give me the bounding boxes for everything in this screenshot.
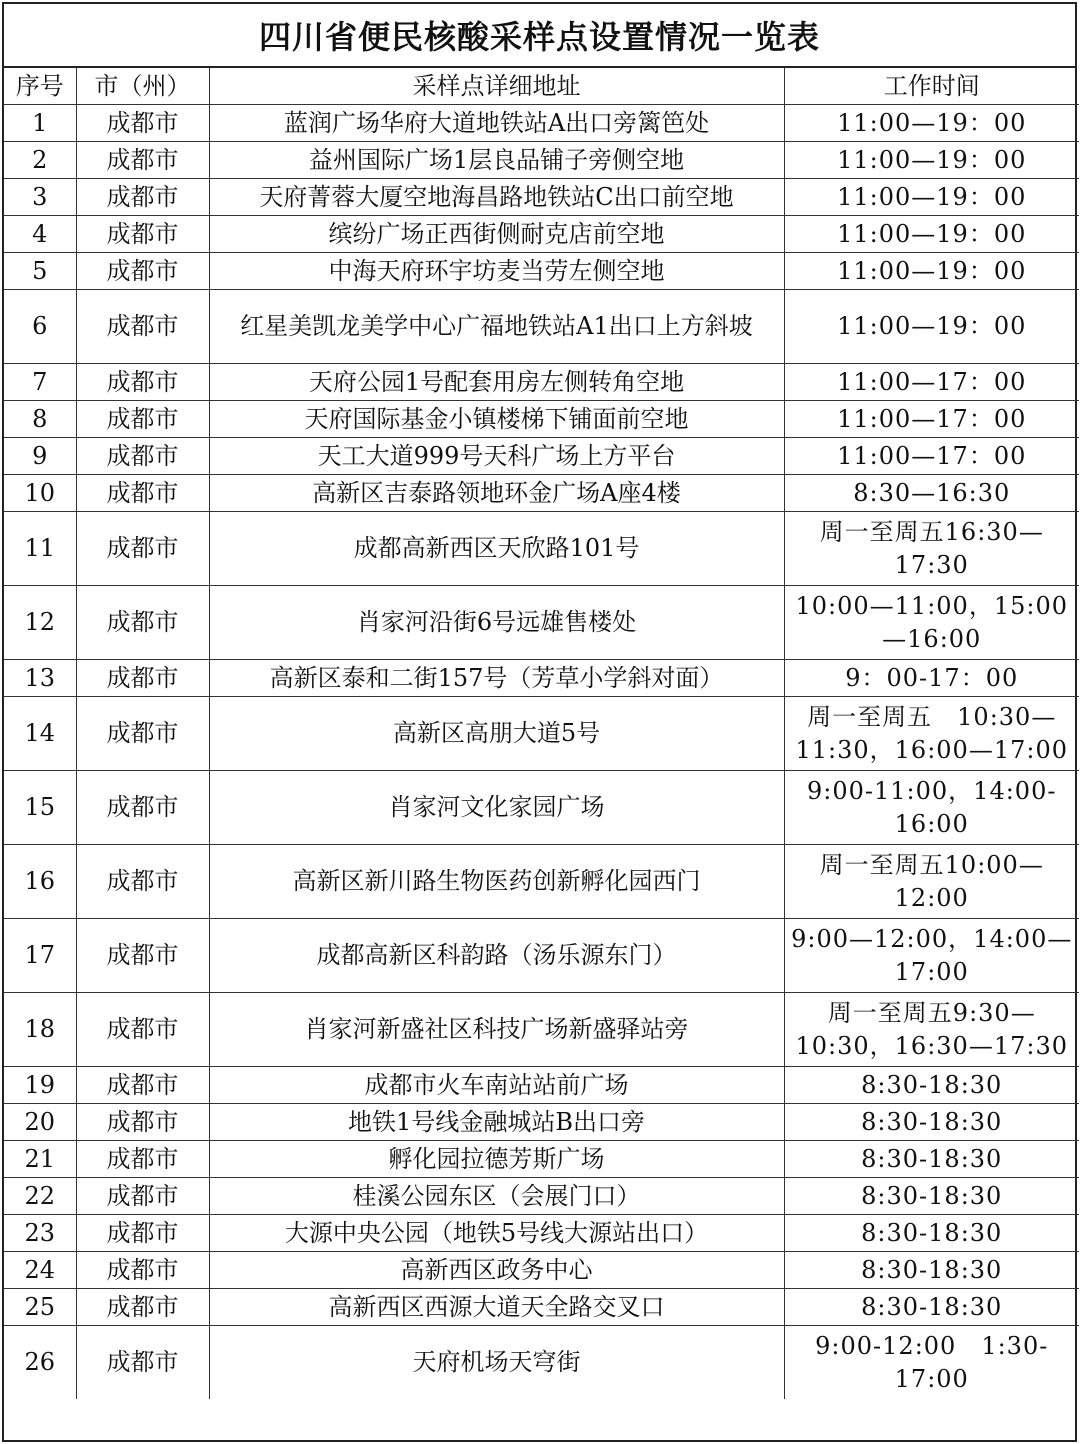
row-hours-cell: 11:00—19：00 [784,179,1079,216]
row-number-cell: 11 [4,512,76,586]
row-number-cell: 5 [4,253,76,290]
row-hours-cell: 11:00—17：00 [784,364,1079,401]
table-body [4,105,1079,1400]
row-address-cell: 红星美凯龙美学中心广福地铁站A1出口上方斜坡 [209,290,784,364]
row-city-cell: 成都市 [76,105,209,142]
row-address-cell: 高新西区政务中心 [209,1252,784,1289]
row-city-cell: 成都市 [76,1104,209,1141]
row-number-cell: 8 [4,401,76,438]
row-number-cell: 9 [4,438,76,475]
row-address-cell: 成都高新区科韵路（汤乐源东门） [209,919,784,993]
row-city-cell: 成都市 [76,364,209,401]
row-city-cell: 成都市 [76,1326,209,1400]
row-address-cell: 中海天府环宇坊麦当劳左侧空地 [209,253,784,290]
table-row [4,253,1079,290]
row-city-cell: 成都市 [76,771,209,845]
row-address-cell: 孵化园拉德芳斯广场 [209,1141,784,1178]
row-address-cell: 地铁1号线金融城站B出口旁 [209,1104,784,1141]
row-city-cell: 成都市 [76,660,209,697]
row-hours-cell: 8:30-18:30 [784,1252,1079,1289]
row-city-cell: 成都市 [76,1215,209,1252]
row-number-cell: 18 [4,993,76,1067]
table-row [4,142,1079,179]
row-address-cell: 大源中央公园（地铁5号线大源站出口） [209,1215,784,1252]
table-row [4,1178,1079,1215]
row-city-cell: 成都市 [76,1289,209,1326]
row-number-cell: 7 [4,364,76,401]
row-address-cell: 高新区泰和二街157号（芳草小学斜对面） [209,660,784,697]
table-row [4,771,1079,845]
row-number-cell: 14 [4,697,76,771]
row-number-cell: 26 [4,1326,76,1400]
row-number-cell: 22 [4,1178,76,1215]
row-city-cell: 成都市 [76,475,209,512]
table-row [4,1289,1079,1326]
row-hours-cell: 11:00—19：00 [784,253,1079,290]
table-row [4,660,1079,697]
row-address-cell: 天府菁蓉大厦空地海昌路地铁站C出口前空地 [209,179,784,216]
table-row [4,179,1079,216]
row-address-cell: 成都市火车南站站前广场 [209,1067,784,1104]
row-number-cell: 23 [4,1215,76,1252]
row-city-cell: 成都市 [76,1252,209,1289]
row-hours-cell: 周一至周五10:00—12:00 [784,845,1079,919]
header-address: 采样点详细地址 [209,68,784,105]
row-address-cell: 缤纷广场正西街侧耐克店前空地 [209,216,784,253]
row-address-cell: 肖家河文化家园广场 [209,771,784,845]
row-city-cell: 成都市 [76,1067,209,1104]
row-hours-cell: 11:00—19：00 [784,290,1079,364]
row-address-cell: 天工大道999号天科广场上方平台 [209,438,784,475]
row-city-cell: 成都市 [76,697,209,771]
table-row [4,290,1079,364]
row-hours-cell: 8:30-18:30 [784,1067,1079,1104]
row-hours-cell: 周一至周五9:30—10:30，16:30—17:30 [784,993,1079,1067]
table-row [4,216,1079,253]
row-hours-cell: 周一至周五 10:30—11:30，16:00—17:00 [784,697,1079,771]
row-number-cell: 25 [4,1289,76,1326]
row-city-cell: 成都市 [76,845,209,919]
header-no: 序号 [4,68,76,105]
row-address-cell: 天府国际基金小镇楼梯下铺面前空地 [209,401,784,438]
row-number-cell: 3 [4,179,76,216]
row-hours-cell: 9:00-12:00 1:30-17:00 [784,1326,1079,1400]
row-number-cell: 10 [4,475,76,512]
row-city-cell: 成都市 [76,586,209,660]
table-row [4,697,1079,771]
row-city-cell: 成都市 [76,1178,209,1215]
header-city: 市（州） [76,68,209,105]
row-hours-cell: 11:00—19：00 [784,142,1079,179]
row-hours-cell: 9：00-17：00 [784,660,1079,697]
table-row [4,1326,1079,1400]
row-address-cell: 高新区新川路生物医药创新孵化园西门 [209,845,784,919]
row-address-cell: 高新区吉泰路领地环金广场A座4楼 [209,475,784,512]
row-number-cell: 2 [4,142,76,179]
row-city-cell: 成都市 [76,401,209,438]
row-address-cell: 天府公园1号配套用房左侧转角空地 [209,364,784,401]
row-hours-cell: 9:00-11:00，14:00-16:00 [784,771,1079,845]
row-city-cell: 成都市 [76,290,209,364]
row-address-cell: 高新区高朋大道5号 [209,697,784,771]
row-number-cell: 15 [4,771,76,845]
row-hours-cell: 8:30-18:30 [784,1289,1079,1326]
row-number-cell: 19 [4,1067,76,1104]
header-hours: 工作时间 [784,68,1079,105]
row-number-cell: 6 [4,290,76,364]
header-row [4,68,1079,105]
table-row [4,586,1079,660]
row-address-cell: 成都高新西区天欣路101号 [209,512,784,586]
row-city-cell: 成都市 [76,179,209,216]
row-city-cell: 成都市 [76,438,209,475]
row-city-cell: 成都市 [76,142,209,179]
row-city-cell: 成都市 [76,993,209,1067]
table-row [4,919,1079,993]
row-hours-cell: 11:00—17：00 [784,438,1079,475]
row-city-cell: 成都市 [76,1141,209,1178]
row-number-cell: 1 [4,105,76,142]
row-address-cell: 肖家河沿街6号远雄售楼处 [209,586,784,660]
table-row [4,1141,1079,1178]
row-hours-cell: 9:00—12:00，14:00—17:00 [784,919,1079,993]
row-hours-cell: 8:30-18:30 [784,1178,1079,1215]
table-row [4,438,1079,475]
row-hours-cell: 8:30-18:30 [784,1104,1079,1141]
table-row [4,512,1079,586]
row-hours-cell: 周一至周五16:30—17:30 [784,512,1079,586]
table-row [4,1067,1079,1104]
row-address-cell: 桂溪公园东区（会展门口） [209,1178,784,1215]
row-city-cell: 成都市 [76,253,209,290]
row-number-cell: 20 [4,1104,76,1141]
row-number-cell: 13 [4,660,76,697]
row-number-cell: 21 [4,1141,76,1178]
row-hours-cell: 11:00—19：00 [784,105,1079,142]
row-address-cell: 肖家河新盛社区科技广场新盛驿站旁 [209,993,784,1067]
row-number-cell: 4 [4,216,76,253]
row-city-cell: 成都市 [76,512,209,586]
table-row [4,1104,1079,1141]
row-city-cell: 成都市 [76,216,209,253]
row-number-cell: 12 [4,586,76,660]
row-hours-cell: 8:30—16:30 [784,475,1079,512]
row-number-cell: 16 [4,845,76,919]
row-address-cell: 益州国际广场1层良品铺子旁侧空地 [209,142,784,179]
table-row [4,401,1079,438]
table-row [4,845,1079,919]
row-number-cell: 24 [4,1252,76,1289]
row-number-cell: 17 [4,919,76,993]
table-title: 四川省便民核酸采样点设置情况一览表 [4,4,1075,68]
table-row [4,1252,1079,1289]
row-address-cell: 高新西区西源大道天全路交叉口 [209,1289,784,1326]
table-row [4,1215,1079,1252]
table-row [4,105,1079,142]
sampling-sites-table [4,68,1079,1399]
row-address-cell: 蓝润广场华府大道地铁站A出口旁篱笆处 [209,105,784,142]
table-row [4,993,1079,1067]
row-address-cell: 天府机场天穹街 [209,1326,784,1400]
row-hours-cell: 10:00—11:00，15:00—16:00 [784,586,1079,660]
table-row [4,475,1079,512]
row-city-cell: 成都市 [76,919,209,993]
row-hours-cell: 8:30-18:30 [784,1141,1079,1178]
row-hours-cell: 8:30-18:30 [784,1215,1079,1252]
sampling-sites-sheet [2,2,1077,1442]
row-hours-cell: 11:00—17：00 [784,401,1079,438]
table-row [4,364,1079,401]
row-hours-cell: 11:00—19：00 [784,216,1079,253]
